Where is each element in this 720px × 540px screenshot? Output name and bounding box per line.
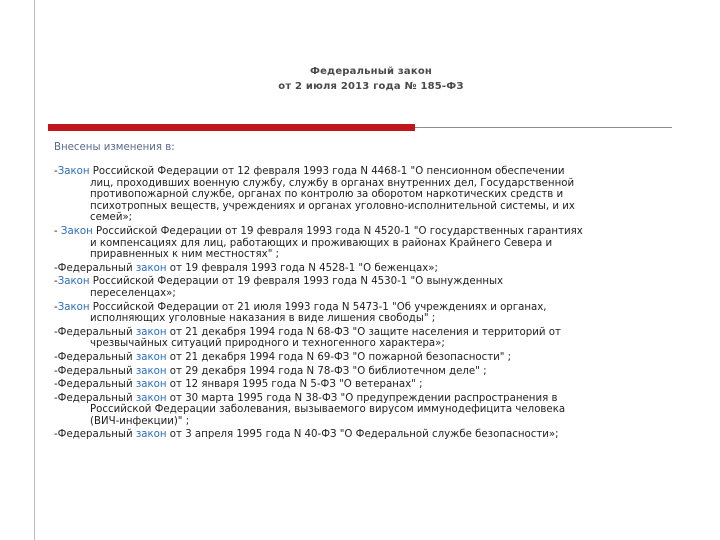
amendment-continuation: исполняющих уголовные наказания в виде лишения свободы" ;	[90, 313, 436, 325]
law-link[interactable]: закон	[135, 379, 167, 391]
law-link[interactable]: закон	[135, 429, 167, 441]
law-link[interactable]: Закон	[57, 166, 90, 177]
amendment-first-line	[54, 366, 664, 378]
amendment-prefix: -Федеральный	[54, 379, 136, 391]
amendment-first-line	[54, 226, 664, 238]
amendment-continuation: семей»;	[90, 212, 133, 224]
amendments-list	[54, 166, 664, 443]
amendment-text: от 21 декабря 1994 года N 68-ФЗ "О защите населения и территорий от	[166, 326, 561, 338]
red-divider-bar	[48, 124, 415, 131]
amendment-item	[54, 226, 664, 261]
amendment-first-line	[54, 352, 664, 364]
amendment-item	[54, 366, 664, 378]
amendment-prefix: -Федеральный	[54, 429, 136, 441]
amendment-item	[54, 352, 664, 364]
amendment-continuation: и компенсациях для лиц, работающих и проживающих в районах Крайнего Севера и	[90, 237, 553, 249]
amendment-continuation: психотропных веществ, учреждениях и органах уголовно-исполнительной системы, и их	[90, 200, 575, 212]
amendment-continuation: Российской Федерации заболевания, вызываемого вирусом иммунодефицита человека	[90, 404, 566, 416]
amendment-first-line	[54, 327, 664, 339]
amendment-prefix: -	[54, 166, 58, 177]
amendment-prefix: -	[54, 301, 58, 313]
amendment-continuation: лиц, проходивших военную службу, службу в органах внутренних дел, Государственной	[90, 177, 575, 189]
amendment-text: Российской Федерации от 12 февраля 1993 года N 4468-1 "О пенсионном обеспечении	[89, 166, 565, 177]
amendment-item	[54, 327, 664, 350]
amendment-item	[54, 263, 664, 275]
amendment-item	[54, 166, 664, 224]
amendment-item	[54, 429, 664, 441]
document-title	[0, 64, 720, 94]
amendment-prefix: -	[54, 276, 58, 288]
item-spacer	[54, 441, 664, 443]
amendment-prefix: -Федеральный	[54, 262, 136, 274]
amendment-item	[54, 276, 664, 299]
amendment-continuation: (ВИЧ-инфекции)" ;	[90, 415, 190, 427]
amendment-prefix: -	[54, 225, 61, 237]
amendment-text: от 30 марта 1995 года N 38-ФЗ "О предупреждении распространения в	[166, 392, 558, 404]
amendment-first-line	[54, 276, 664, 288]
amendment-first-line	[54, 263, 664, 275]
gray-divider-line	[415, 127, 672, 128]
amendment-prefix: -Федеральный	[54, 326, 136, 338]
amendment-first-line	[54, 379, 664, 391]
amendment-item	[54, 379, 664, 391]
law-link[interactable]: закон	[135, 351, 167, 363]
amendment-prefix: -Федеральный	[54, 392, 136, 404]
amendment-first-line	[54, 429, 664, 441]
amendment-item	[54, 393, 664, 428]
amendment-prefix: -Федеральный	[54, 365, 136, 377]
amendment-prefix: -Федеральный	[54, 351, 136, 363]
amendment-text: от 19 февраля 1993 года N 4528-1 "О беженцах»;	[166, 262, 438, 274]
amendment-continuation: приравненных к ним местностях" ;	[90, 249, 280, 261]
amendment-item	[54, 302, 664, 325]
amendment-continuation: чрезвычайных ситуаций природного и техногенного характера»;	[90, 338, 445, 350]
amended-label: Внесены изменения в:	[54, 142, 175, 153]
amendment-continuation: противопожарной службе, органах по контролю за оборотом наркотических средств и	[90, 189, 564, 201]
law-link[interactable]: Закон	[57, 276, 90, 288]
amendment-text: Российской Федерации от 21 июля 1993 года N 5473-1 "Об учреждениях и органах,	[89, 301, 547, 313]
law-link[interactable]: Закон	[60, 225, 93, 237]
amendment-text: от 12 января 1995 года N 5-ФЗ "О ветеранах" ;	[166, 379, 423, 391]
amendment-first-line	[54, 393, 664, 405]
amendment-text: Российской Федерации от 19 февраля 1993 года N 4530-1 "О вынужденных	[89, 276, 504, 288]
amendment-text: от 21 декабря 1994 года N 69-ФЗ "О пожарной безопасности" ;	[166, 351, 512, 363]
amendment-text: Российской Федерации от 19 февраля 1993 года N 4520-1 "О государственных гарантиях	[92, 225, 583, 237]
amendment-text: от 29 декабря 1994 года N 78-ФЗ "О библиотечном деле" ;	[166, 365, 487, 377]
law-link[interactable]: Закон	[57, 301, 90, 313]
title-line-2: от 2 июля 2013 года № 185-ФЗ	[278, 81, 464, 92]
amendment-text: от 3 апреля 1995 года N 40-ФЗ "О Федеральной службе безопасности»;	[166, 429, 559, 441]
amendment-continuation: переселенцах»;	[90, 287, 176, 299]
amendment-first-line	[54, 166, 664, 178]
law-link[interactable]: закон	[135, 392, 167, 404]
law-link[interactable]: закон	[135, 326, 167, 338]
law-link[interactable]: закон	[135, 262, 167, 274]
amendment-first-line	[54, 302, 664, 314]
title-line-1: Федеральный закон	[309, 66, 433, 77]
law-link[interactable]: закон	[135, 365, 167, 377]
